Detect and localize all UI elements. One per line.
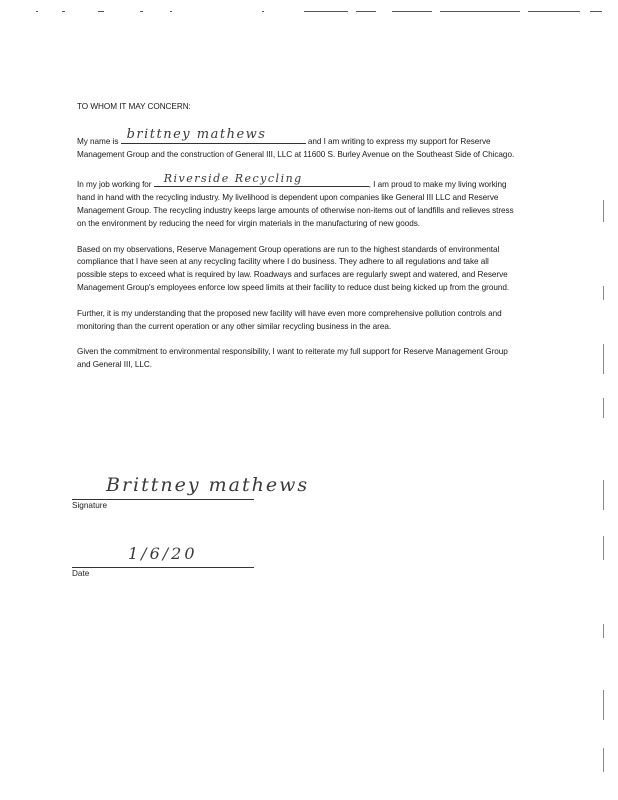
intro-suffix: and I am writing to express my support for Reserve Management Group and the construction of General III, LLC at 11600 S. Burley Avenue on the Southeast Side of Chicago. — [77, 136, 515, 159]
salutation: TO WHOM IT MAY CONCERN: — [77, 102, 191, 111]
date-line — [72, 540, 254, 568]
paragraph-support: Given the commitment to environmental responsibility, I want to reiterate my full support for Reserve Management Group and General III, LLC. — [77, 347, 508, 370]
signature-block — [72, 472, 310, 510]
letter-body — [77, 101, 517, 385]
handwritten-date: 1/6/20 — [128, 544, 198, 563]
date-caption: Date — [72, 569, 90, 578]
job-prefix: In my job working for — [77, 180, 152, 190]
handwritten-signature: Brittney mathews — [106, 474, 310, 496]
paragraph-job — [77, 171, 517, 230]
paragraph-observations: Based on my observations, Reserve Management Group operations are run to the highest standards of environmental compliance that I have seen at any recycling facility where I do business. They adhere to all regulations and take all possible steps to exceed what is required by law. Roadways and surfaces are regularly swept and watered, and Reserve Management Group's employees enforce low speed limits at their facility to reduce dust being kicked up from the ground. — [77, 244, 510, 292]
name-fill-line — [121, 127, 306, 144]
intro-prefix: My name is — [77, 136, 119, 146]
signature-caption: Signature — [72, 501, 108, 510]
paragraph-understanding: Further, it is my understanding that the proposed new facility will have even more comprehensive pollution controls and monitoring than the current operation or any other similar recycling business in the area. — [77, 308, 502, 331]
handwritten-employer: Riverside Recycling — [163, 171, 303, 185]
job-suffix: , I am proud to make my living working hand in hand with the recycling industry. My livelihood is dependent upon companies like General III LLC and Reserve Management Group. The recycling industry keeps large amounts of otherwise non-items out of landfills and relieves stress on the environment by reducing the need for virgin materials in the manufacturing of new goods. — [77, 180, 514, 228]
date-block — [72, 540, 254, 578]
signature-line — [72, 472, 310, 500]
paragraph-introduction — [77, 127, 517, 162]
job-fill-line — [154, 171, 369, 187]
handwritten-name: brittney mathews — [126, 127, 267, 142]
